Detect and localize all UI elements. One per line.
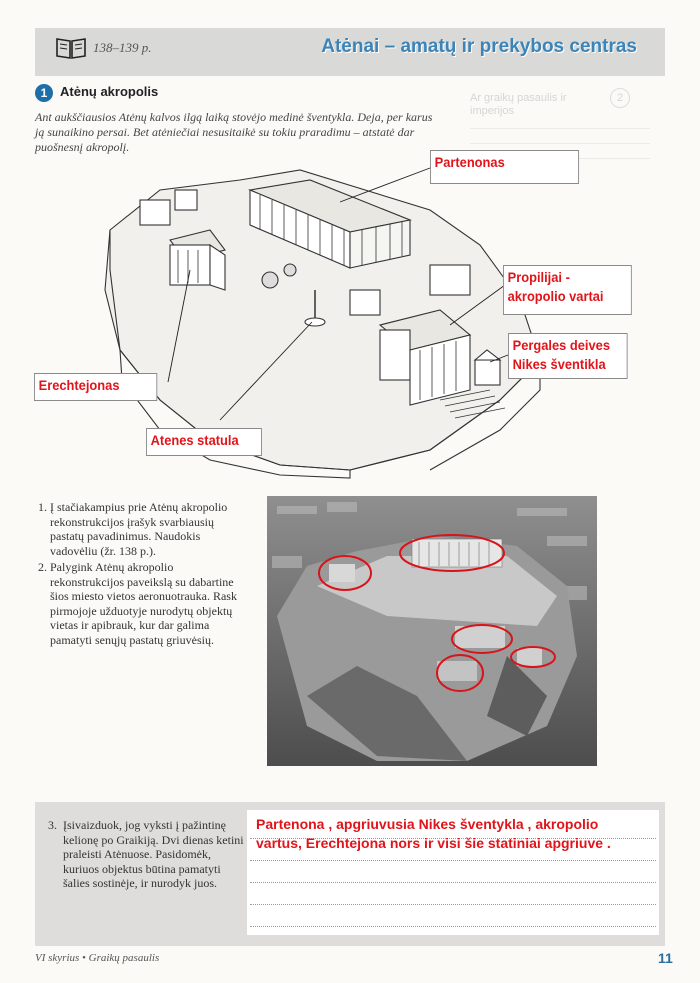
page-reference: 138–139 p. bbox=[93, 40, 152, 55]
label-propilijai-text: Propilijai - akropolio vartai bbox=[507, 269, 604, 304]
book-icon bbox=[55, 36, 87, 60]
section-number: 1 bbox=[35, 84, 53, 102]
label-partenonas-text: Partenonas bbox=[434, 154, 505, 170]
answer-line bbox=[250, 904, 656, 905]
chapter-footer: VI skyrius • Graikų pasaulis bbox=[35, 952, 160, 964]
answer-line bbox=[250, 860, 656, 861]
label-atenes-statula-text: Atenes statula bbox=[150, 432, 239, 448]
task-3-text: Įsivaizduok, jog vyksti į pažintinę kelionę po Graikiją. Dvi dienas ketini praleisti Atėnuose. Pasidomėk, kuriuos objektus būtina pamatyti šalies sostinėje, ir nurodyk juos. bbox=[63, 818, 244, 890]
task-3 bbox=[35, 818, 245, 891]
label-partenonas[interactable] bbox=[430, 150, 579, 184]
section-intro: Ant aukščiausios Atėnų kalvos ilgą laiką stovėjo medinė šventykla. Deja, per karus ją sunaikino persai. Bet atėniečiai nesusitaikė su tokiu praradimu – atstatė dar puošnesnį akropolį. bbox=[35, 110, 433, 154]
ghost-heading: Ar graikų pasaulis ir imperijos bbox=[470, 92, 567, 117]
task-3-number: 3. bbox=[48, 818, 57, 832]
page-number: 11 bbox=[658, 950, 673, 966]
answer-text: Partenona , apgriuvusia Nikes šventykla , akropolio vartus, Erechtejona nors ir visi šie statiniai apgriuve . bbox=[256, 816, 611, 851]
ghost-number: 2 bbox=[610, 88, 630, 108]
page-title: Atėnai – amatų ir prekybos centras bbox=[321, 36, 637, 57]
label-erechtejonas[interactable] bbox=[34, 373, 157, 401]
acropolis-aerial-photo bbox=[267, 496, 597, 766]
answer-line bbox=[250, 926, 656, 927]
section-title: Atėnų akropolis bbox=[60, 84, 159, 99]
task-list bbox=[30, 500, 245, 649]
label-nike-temple-text: Pergales deives Nikes šventikla bbox=[512, 337, 610, 372]
label-atenes-statula[interactable] bbox=[146, 428, 262, 456]
answer-line bbox=[250, 882, 656, 883]
label-propilijai[interactable] bbox=[503, 265, 632, 315]
label-erechtejonas-text: Erechtejonas bbox=[38, 377, 120, 393]
task-2: 2. Palygink Atėnų akropolio rekonstrukcijos paveikslą su dabartine šios miesto vietos aeronuotrauka. Rask pirmojoje užduotyje nurodytų objektų vietas ir apibrauk, kur dar galima pamatyti senųjų pastatų griuvėsių. bbox=[50, 560, 245, 647]
task-1: 1. Į stačiakampius prie Atėnų akropolio rekonstrukcijos įrašyk svarbiausių pastatų pavadinimus. Naudokis vadovėliu (žr. 138 p.). bbox=[50, 500, 245, 558]
page-header bbox=[35, 28, 665, 76]
label-nike-temple[interactable] bbox=[508, 333, 628, 379]
